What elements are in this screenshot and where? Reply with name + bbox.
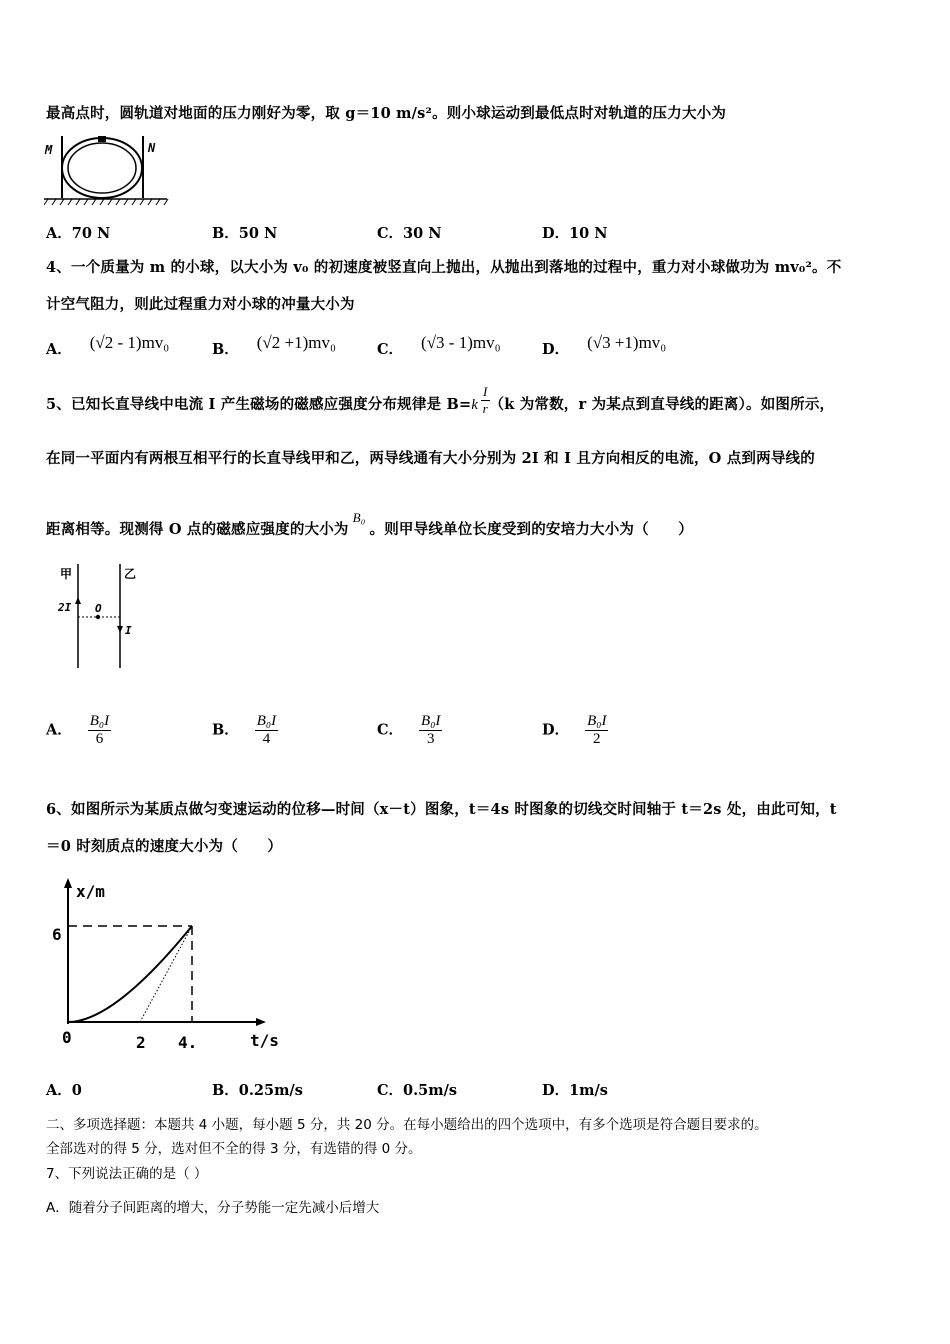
q6-stem-line1: 6、如图所示为某质点做匀变速运动的位移—时间（x－t）图象，t＝4s 时图象的切线交时间轴于 t＝2s 处，由此可知，t <box>46 801 837 818</box>
label-o: O <box>95 602 102 615</box>
q4-option-a[interactable]: A． (√2 - 1)mv₀ <box>46 333 170 358</box>
q3-option-d[interactable]: D．10 N <box>542 225 608 242</box>
label-2i: 2I <box>58 601 72 614</box>
q3-option-a[interactable]: A．70 N <box>46 225 111 242</box>
section2-heading-line1: 二、多项选择题：本题共 4 小题，每小题 5 分，共 20 分。在每小题给出的四个选项中，有多个选项是符合题目要求的。 <box>46 1117 768 1133</box>
x-tick-4: 4. <box>178 1033 198 1052</box>
q4-stem-line1: 4、一个质量为 m 的小球，以大小为 v₀ 的初速度被竖直向上抛出，从抛出到落地的过程中，重力对小球做功为 mv₀²。不 <box>46 259 842 276</box>
q4-stem-line2: 计空气阻力，则此过程重力对小球的冲量大小为 <box>46 296 355 313</box>
q6-xt-graph <box>44 876 294 1056</box>
origin-label: 0 <box>62 1028 72 1047</box>
y-tick-6: 6 <box>52 925 62 944</box>
q5-option-a[interactable]: A． $\frac{\text{B₀I}}{6}$ <box>46 713 110 747</box>
q5-stem-line2: 在同一平面内有两根互相平行的长直导线甲和乙，两导线通有大小分别为 2I 和 I 且方向相反的电流，O 点到两导线的 <box>46 450 815 467</box>
q6-option-b[interactable]: B．0.25m/s <box>212 1082 303 1099</box>
label-jia: 甲 <box>60 567 73 581</box>
q6-option-d[interactable]: D．1m/s <box>542 1082 608 1099</box>
label-m: M <box>45 143 53 157</box>
q5-stem-line3: 距离相等。现测得 O 点的磁感应强度的大小为B₀。则甲导线单位长度受到的安培力大小为（ ） <box>46 510 693 538</box>
q4-option-c[interactable]: C． (√3 - 1)mv₀ <box>377 333 501 358</box>
y-axis-label: x/m <box>76 882 105 901</box>
label-i: I <box>125 624 132 637</box>
q7-option-a[interactable]: A．随着分子间距离的增大，分子势能一定先减小后增大 <box>46 1200 380 1216</box>
q6-stem-line2: ＝0 时刻质点的速度大小为（ ） <box>46 838 283 855</box>
x-axis-label: t/s <box>250 1031 279 1050</box>
q3-loop-track-figure <box>44 132 169 210</box>
label-n: N <box>148 141 156 155</box>
q3-option-b[interactable]: B．50 N <box>212 225 278 242</box>
x-tick-2: 2 <box>136 1033 146 1052</box>
q4-option-d[interactable]: D． (√3 +1)mv₀ <box>542 333 667 358</box>
q6-option-a[interactable]: A．0 <box>46 1082 82 1099</box>
q5-option-b[interactable]: B． $\frac{\text{B₀I}}{4}$ <box>212 713 277 747</box>
q5-wires-figure <box>54 564 154 674</box>
q5-option-d[interactable]: D． $\frac{\text{B₀I}}{2}$ <box>542 713 607 747</box>
q5-option-c[interactable]: C． $\frac{\text{B₀I}}{3}$ <box>377 713 441 747</box>
q3-text-line: 最高点时，圆轨道对地面的压力刚好为零，取 g＝10 m/s²。则小球运动到最低点时对轨道的压力大小为 <box>46 105 727 122</box>
q6-option-c[interactable]: C．0.5m/s <box>377 1082 458 1099</box>
label-yi: 乙 <box>124 567 137 581</box>
q3-option-c[interactable]: C．30 N <box>377 225 442 242</box>
q4-option-b[interactable]: B． (√2 +1)mv₀ <box>212 333 336 358</box>
q7-stem: 7、下列说法正确的是（ ） <box>46 1166 208 1182</box>
section2-heading-line2: 全部选对的得 5 分，选对但不全的得 3 分，有选错的得 0 分。 <box>46 1141 422 1157</box>
q5-stem-line1: 5、已知长直导线中电流 I 产生磁场的磁感应强度分布规律是 B=k $\frac{I}{r}$ （k 为常数，r 为某点到直导线的距离）。如图所示， <box>46 384 835 416</box>
